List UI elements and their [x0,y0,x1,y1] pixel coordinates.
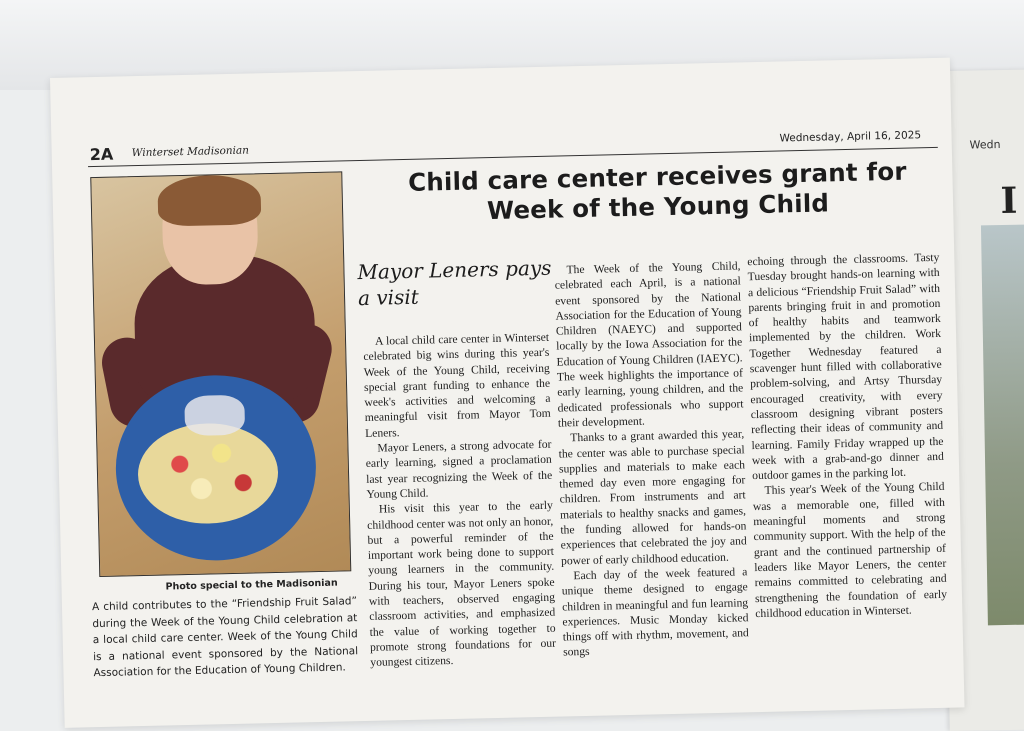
paragraph: echoing through the classrooms. Tasty Tuesday brought hands-on learning with a delicious “Friendship Fruit Salad” with parents bringing fruit in and promotion of healthy habits and teamwork implemented by the children. Work Together Wednesday featured a scavenger hunt filled with collaborative problem-solving, and Artsy Thursday encouraged creativity, with every classroom designing vibrant posters reflecting their ideas of community and learning. Family Friday wrapped up the week with a grab-and-go dinner and outdoor games in the parking lot. [747,250,944,483]
adjacent-date-fragment: Wedn [969,138,1001,152]
article-photo [90,171,351,577]
paragraph: Each day of the week featured a unique theme designed to engage children in meaningful and fun learning experiences. Music Monday kicked things off with rhythm, movement, and songs [561,565,749,659]
adjacent-photo [981,224,1024,625]
article-column-3 [747,250,947,621]
paper-name: Winterset Madisonian [131,144,250,160]
paragraph: This year's Week of the Young Child was a memorable one, filled with meaningful moments and strong community support. With the help of the grant and the continued partnership of leaders like Mayor Leners, the center remains committed to celebrating and strengthening the foundation of early childhood education in Winterset. [752,480,948,620]
page-number: 2A [89,144,114,165]
paragraph: The Week of the Young Child, celebrated each April, is a national event sponsored by the National Association for the Education of Young Children (NAEYC) and supported locally by the Iowa Association for the Education of Young Children (IAEYC). The week highlights the importance of early learning, young children, and the dedicated professionals who support their development. [554,259,744,430]
article-headline: Child care center receives grant for Week of the Young Child [407,156,907,226]
newspaper-page [50,58,965,728]
adjacent-headline-fragment: I [1000,179,1018,223]
article-column-2 [554,258,749,660]
paragraph: Thanks to a grant awarded this year, the center was able to purchase special supplies and materials to make each themed day even more engaging for children. From instruments and art materials to healthy snacks and games, the funding allowed for hands-on experiences that celebrated the joy and power of early childhood education. [558,427,747,568]
photo-credit: Photo special to the Madisonian [165,577,338,593]
paragraph: Mayor Leners, a strong advocate for early learning, signed a proclamation last year recognizing the Week of the Young Child. [365,437,553,501]
photo-caption: A child contributes to the “Friendship Fruit Salad” during the Week of the Young Child celebration at a local child care center. Week of the Young Child is a national event sponsored by the National Association for the Education of Young Children. [91,595,359,680]
issue-date: Wednesday, April 16, 2025 [779,129,922,145]
paragraph: His visit this year to the early childhood center was not only an honor, but a powerful reminder of the important work being done to support young learners in the community. During his tour, Mayor Leners spoke with teachers, observed engaging classroom activities, and emphasized the value of working together to promote strong foundations for our youngest citizens. [367,498,557,670]
article-column-1 [363,330,557,671]
paragraph: A local child care center in Winterset celebrated big wins during this year's Week of the Young Child, receiving special grant funding to enhance the week's activities and welcoming a meaningful visit from Mayor Tom Leners. [363,330,551,440]
article-subhead: Mayor Leners pays a visit [357,255,552,311]
